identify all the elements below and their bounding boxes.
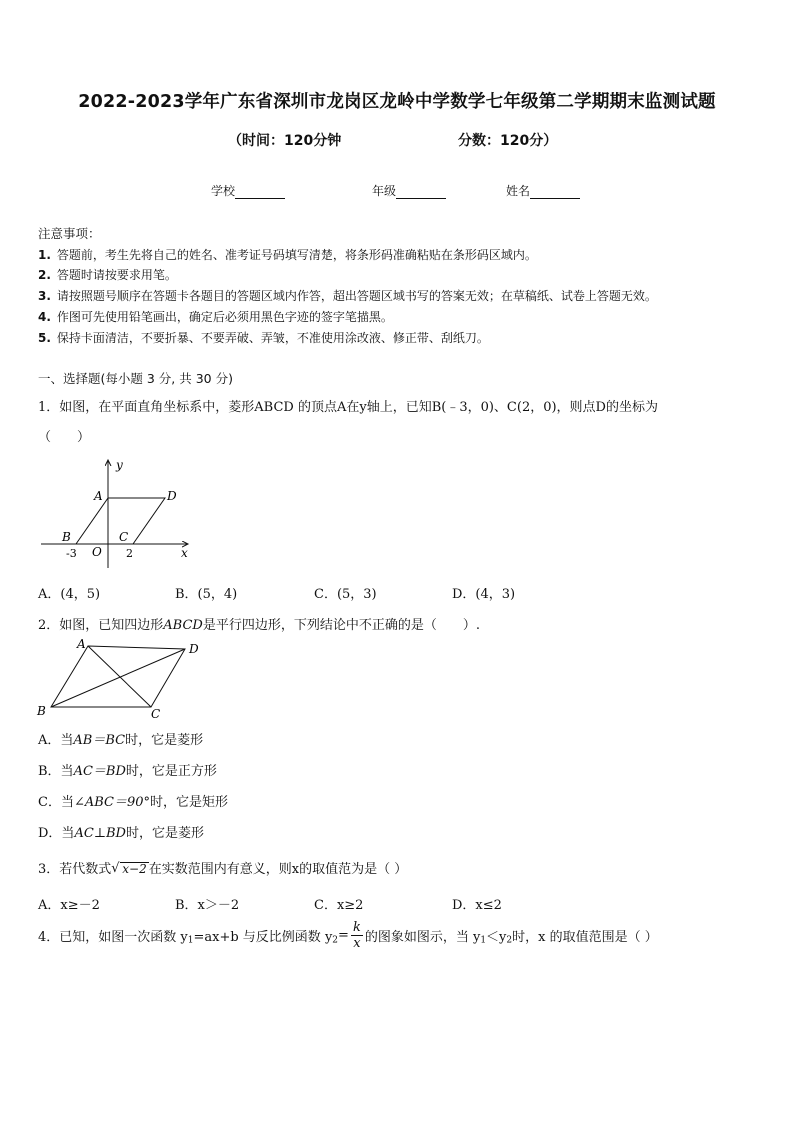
note-item: 4. 作图可先使用铅笔画出，确定后必须用黑色字迹的签字笔描黑。 — [38, 310, 393, 324]
q1-option-a[interactable]: A．(4，5) — [38, 587, 101, 602]
point-a-label: A — [94, 489, 103, 503]
tick-2-label: 2 — [126, 547, 133, 560]
x-axis-label: x — [181, 546, 188, 560]
point-c-label: C — [119, 530, 129, 544]
point-b-label: B — [62, 530, 71, 544]
q2-option-d[interactable]: D．当AC⊥BD时，它是菱形 — [38, 826, 204, 841]
y-axis-label: y — [116, 458, 123, 472]
school-field[interactable] — [211, 182, 285, 199]
fraction-k-over-x: $\frac{k}{x}$ — [352, 920, 361, 951]
q2-option-b[interactable]: B．当AC＝BD时，它是正方形 — [38, 764, 217, 779]
name-field[interactable] — [506, 182, 580, 199]
q3-option-d[interactable]: D．x≤2 — [452, 898, 502, 913]
q3-option-b[interactable]: B．x＞－2 — [175, 898, 240, 913]
point-d-label: D — [189, 642, 199, 656]
q1-rhombus-figure — [36, 454, 196, 570]
school-label: 学校 — [211, 184, 236, 198]
grade-field[interactable] — [372, 182, 446, 199]
point-c-label: C — [151, 707, 161, 721]
q2-option-c[interactable]: C．当∠ABC＝90°时，它是矩形 — [38, 795, 229, 810]
question-3-stem: 3．若代数式√ x−2 在实数范围内有意义，则x的取值范为是（ ） — [38, 858, 407, 877]
note-item: 5. 保持卡面清洁，不要折暴、不要弄破、弄皱，不准使用涂改液、修正带、刮纸刀。 — [38, 331, 489, 345]
note-item: 1. 答题前，考生先将自己的姓名、准考证号码填写清楚，将条形码准确粘贴在条形码区域内。 — [38, 248, 537, 262]
exam-title: 2022-2023学年广东省深圳市龙岗区龙岭中学数学七年级第二学期期末监测试题 — [78, 92, 716, 112]
score-label: 分数：120分） — [458, 133, 558, 149]
q1-option-d[interactable]: D．(4，3) — [452, 587, 516, 602]
school-blank[interactable] — [235, 186, 285, 199]
diagonal-ac — [88, 646, 151, 707]
origin-label: O — [92, 545, 102, 559]
name-blank[interactable] — [530, 186, 580, 199]
q2-option-a[interactable]: A．当AB＝BC时，它是菱形 — [38, 733, 204, 748]
q2-parallelogram-figure — [34, 636, 206, 722]
grade-blank[interactable] — [396, 186, 446, 199]
grade-label: 年级 — [372, 184, 397, 198]
diagonal-bd — [51, 649, 185, 707]
question-1-blank: （ ） — [38, 430, 91, 445]
point-d-label: D — [167, 489, 177, 503]
radical-expression: √ x−2 — [120, 862, 148, 876]
question-1-stem: 1．如图，在平面直角坐标系中，菱形ABCD 的顶点A在y轴上，已知B(﹣3，0)、C(2，0)，则点D的坐标为 — [38, 400, 658, 415]
q1-option-b[interactable]: B．(5，4) — [175, 587, 238, 602]
notes-title: 注意事项： — [38, 226, 101, 241]
name-label: 姓名 — [506, 184, 531, 198]
q3-option-a[interactable]: A．x≥－2 — [38, 898, 100, 913]
q1-option-c[interactable]: C．(5，3) — [314, 587, 377, 602]
point-b-label: B — [37, 704, 46, 718]
section-heading: 一、选择题(每小题 3 分, 共 30 分) — [38, 371, 233, 386]
note-item: 3. 请按照题号顺序在答题卡各题目的答题区域内作答，超出答题区域书写的答案无效；在草稿纸、试卷上答题无效。 — [38, 289, 657, 303]
question-2-stem: 2．如图，已知四边形ABCD是平行四边形，下列结论中不正确的是（ ）. — [38, 618, 480, 633]
time-label: （时间：120分钟 — [228, 133, 342, 149]
question-4-stem: 4．已知，如图一次函数 $y_1=ax+b$ 与反比例函数 $y_2=$ $\frac{k}{x}$ 的图象如图示，当 $y_1<y_2$时，x 的取值范围是（ ） — [38, 920, 658, 951]
q3-option-c[interactable]: C．x≥2 — [314, 898, 364, 913]
tick-neg3-label: -3 — [66, 547, 77, 560]
point-a-label: A — [77, 637, 86, 651]
note-item: 2. 答题时请按要求用笔。 — [38, 268, 177, 282]
